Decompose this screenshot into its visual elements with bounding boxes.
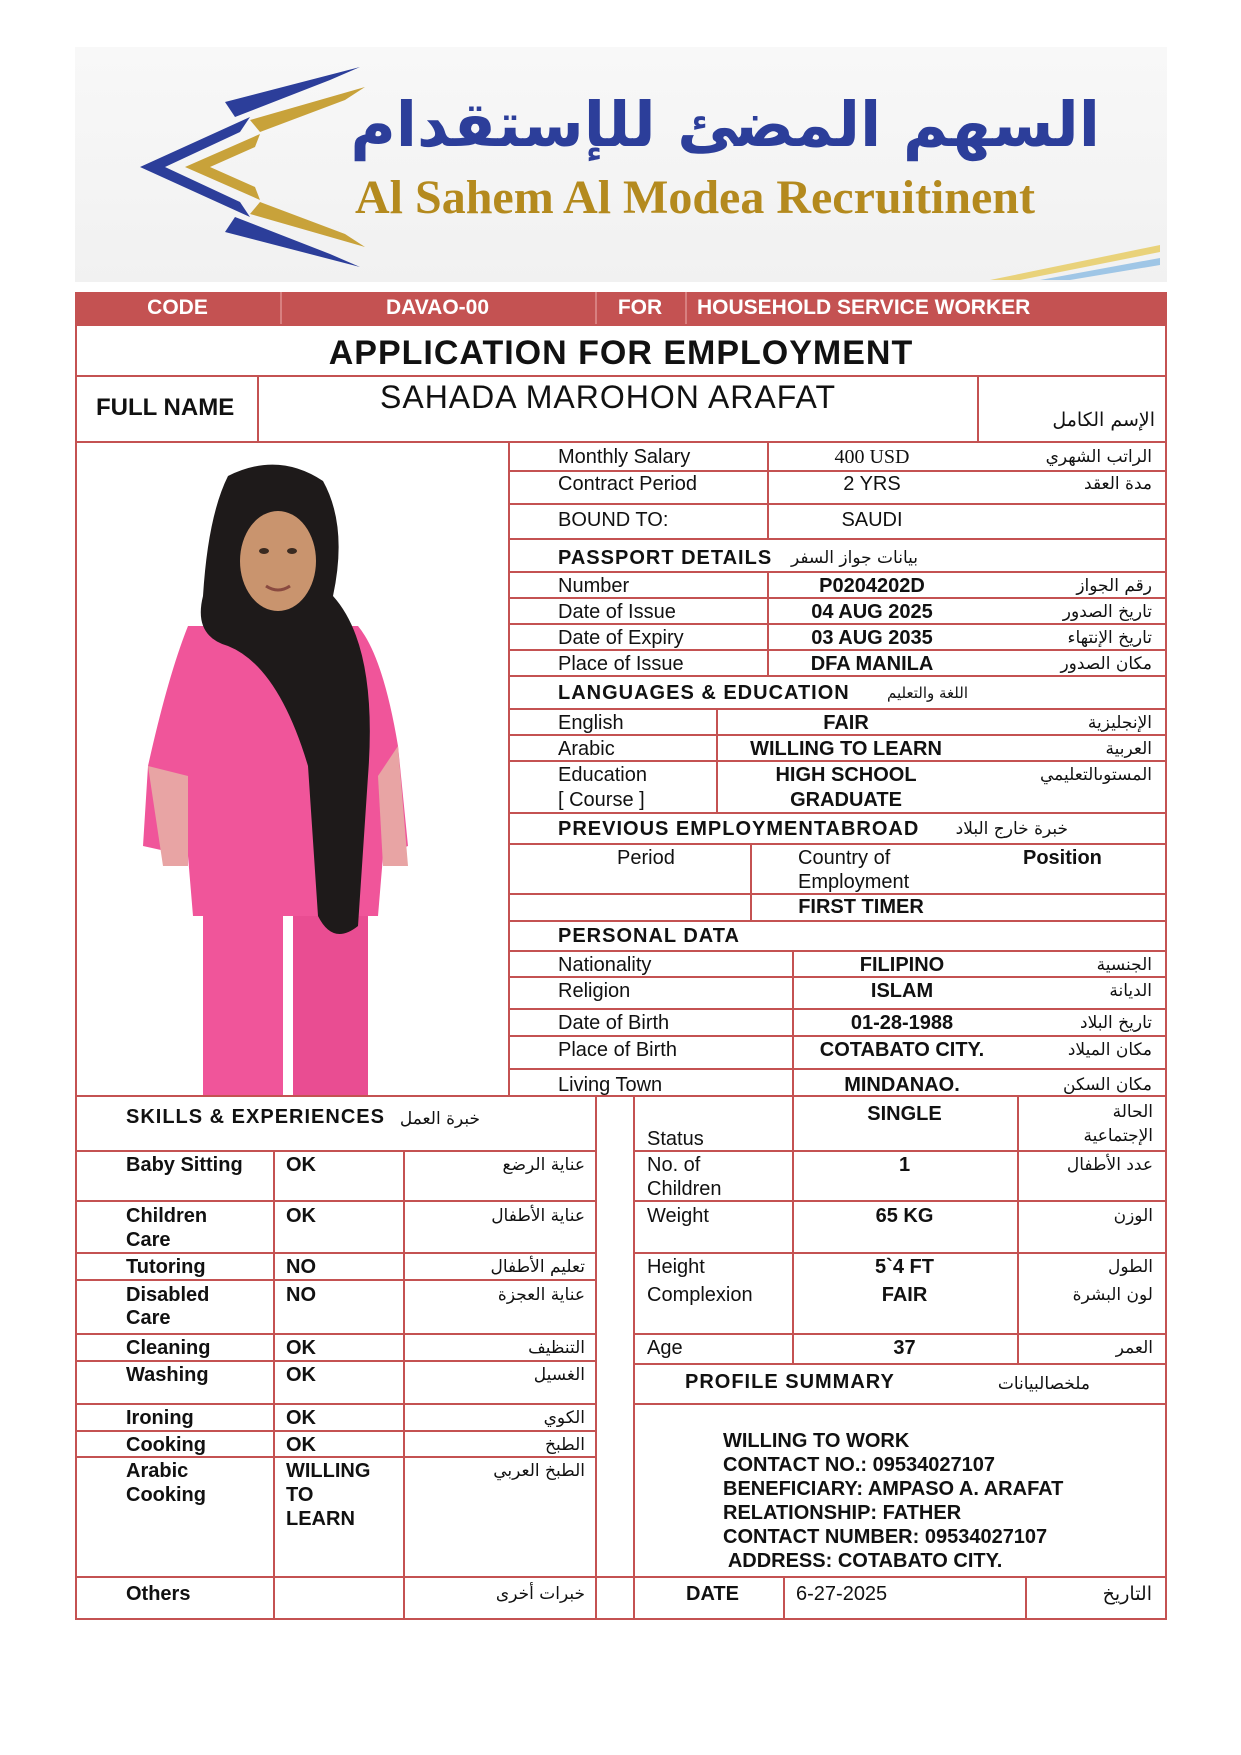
skill-arabic-disabled-care: عناية العجزة — [497, 1285, 585, 1305]
skill-label-cleaning: Cleaning — [126, 1337, 211, 1359]
living-town-arabic: مكان السكن — [1063, 1075, 1152, 1095]
passport-number-label: Number — [558, 575, 630, 597]
code-label: CODE — [75, 292, 282, 324]
religion-arabic: الديانة — [1109, 981, 1152, 1001]
date-label: DATE — [686, 1583, 739, 1605]
education-value-2: GRADUATE — [790, 789, 902, 811]
contract-period-label: Contract Period — [558, 473, 697, 495]
height-value: 5`4 FT — [875, 1256, 934, 1278]
skill-label-children-care-2: Care — [126, 1229, 171, 1251]
children-value: 1 — [898, 1154, 911, 1176]
profile-line-2: CONTACT NO.: 09534027107 — [723, 1454, 995, 1476]
children-label-2: Children — [647, 1178, 722, 1200]
skill-label-baby-sitting: Baby Sitting — [126, 1154, 243, 1176]
logo-arabic-text: السهم المضئ للإستقدام — [350, 88, 1100, 161]
religion-value: ISLAM — [870, 980, 934, 1002]
fullname-label: FULL NAME — [96, 394, 235, 421]
issue-place-label: Place of Issue — [558, 653, 684, 675]
bound-to-label: BOUND TO: — [558, 509, 669, 531]
nationality-value: FILIPINO — [859, 954, 945, 976]
for-value: HOUSEHOLD SERVICE WORKER — [697, 296, 1031, 319]
pob-label: Place of Birth — [558, 1039, 677, 1061]
issue-date-arabic: تاريخ الصدور — [1062, 602, 1152, 622]
contract-period-value: 2 YRS — [843, 473, 901, 495]
skill-arabic-tutoring: تعليم الأطفال — [490, 1257, 585, 1277]
skills-heading-arabic: خبرة العمل — [399, 1109, 480, 1129]
prev-period-header: Period — [617, 847, 675, 869]
skill-arabic-arabic-cooking: الطبخ العربي — [493, 1461, 585, 1481]
skill-value-disabled-care: NO — [286, 1284, 316, 1306]
profile-line-6: ADDRESS: COTABATO CITY. — [723, 1550, 1003, 1572]
expiry-date-arabic: تاريخ الإنتهاء — [1067, 628, 1152, 648]
weight-label: Weight — [647, 1205, 709, 1227]
skill-arabic-children-care: عناية الأطفال — [491, 1206, 585, 1226]
nationality-label: Nationality — [558, 954, 652, 976]
age-arabic: العمر — [1115, 1338, 1153, 1358]
date-value: 6-27-2025 — [796, 1583, 888, 1605]
skill-value-baby-sitting: OK — [286, 1154, 316, 1176]
skill-arabic-ironing: الكوي — [543, 1408, 585, 1428]
skill-value-washing: OK — [286, 1364, 316, 1386]
pob-value: COTABATO CITY. — [819, 1039, 985, 1061]
religion-label: Religion — [558, 980, 631, 1002]
pob-arabic: مكان الميلاد — [1067, 1040, 1152, 1060]
children-arabic: عدد الأطفال — [1066, 1155, 1153, 1175]
nationality-arabic: الجنسية — [1096, 955, 1152, 975]
for-label: FOR — [595, 292, 687, 324]
education-label: Education — [558, 764, 647, 786]
status-value: SINGLE — [867, 1103, 942, 1125]
code-value: DAVAO-00 — [280, 292, 597, 324]
height-arabic: الطول — [1108, 1257, 1153, 1277]
passport-number-value: P0204202D — [819, 575, 925, 597]
skill-value-arabic-cooking-2: TO — [286, 1484, 314, 1506]
fullname-value: SAHADA MAROHON ARAFAT — [380, 379, 837, 415]
applicant-photo — [78, 446, 508, 1098]
arabic-lang-label: Arabic — [558, 738, 615, 760]
profile-line-5: CONTACT NUMBER: 09534027107 — [723, 1526, 1048, 1548]
passport-number-arabic: رقم الجواز — [1076, 576, 1152, 596]
code-bar — [75, 292, 1167, 324]
prev-country-header: Country of — [798, 847, 891, 869]
profile-line-4: RELATIONSHIP: FATHER — [723, 1502, 962, 1524]
skill-arabic-cooking: الطبخ — [545, 1435, 585, 1455]
profile-line-1: WILLING TO WORK — [723, 1430, 910, 1452]
skill-label-tutoring: Tutoring — [126, 1256, 206, 1278]
prev-country-header-2: Employment — [798, 871, 910, 893]
issue-place-arabic: مكان الصدور — [1060, 654, 1152, 674]
education-value: HIGH SCHOOL — [775, 764, 917, 786]
arabic-lang-value: WILLING TO LEARN — [750, 738, 942, 760]
weight-arabic: الوزن — [1113, 1206, 1153, 1226]
bound-to-value: SAUDI — [841, 509, 903, 531]
logo-arrow-icon — [130, 62, 370, 272]
height-label: Height — [647, 1256, 705, 1278]
salary-label: Monthly Salary — [558, 446, 691, 468]
fullname-arabic: الإسم الكامل — [1052, 409, 1155, 431]
skill-label-arabic-cooking: Arabic — [126, 1460, 189, 1482]
skill-value-arabic-cooking: WILLING — [286, 1460, 371, 1482]
skill-value-arabic-cooking-3: LEARN — [286, 1508, 355, 1530]
issue-date-value: 04 AUG 2025 — [811, 601, 933, 623]
issue-place-value: DFA MANILA — [810, 653, 934, 675]
weight-value: 65 KG — [875, 1205, 934, 1227]
skill-arabic-baby-sitting: عناية الرضع — [502, 1155, 585, 1175]
profile-heading: PROFILE SUMMARY — [685, 1371, 895, 1393]
skill-label-disabled-care: Disabled — [126, 1284, 210, 1306]
age-value: 37 — [893, 1337, 916, 1359]
complexion-arabic: لون البشرة — [1072, 1285, 1153, 1305]
page-title: APPLICATION FOR EMPLOYMENT — [328, 334, 914, 372]
living-town-value: MINDANAO. — [844, 1074, 960, 1096]
previous-heading-arabic: خبرة خارج البلاد — [955, 819, 1068, 839]
logo-stripes-icon — [930, 240, 1160, 280]
dob-arabic: تاريخ البلاد — [1080, 1013, 1152, 1033]
skill-label-washing: Washing — [126, 1364, 209, 1386]
complexion-value: FAIR — [881, 1284, 928, 1306]
skill-arabic-cleaning: التنظيف — [528, 1338, 585, 1358]
skills-heading: SKILLS & EXPERIENCES — [126, 1106, 385, 1128]
skill-label-arabic-cooking-2: Cooking — [126, 1484, 206, 1506]
salary-arabic: الراتب الشهري — [1045, 447, 1152, 467]
skill-arabic-washing: الغسيل — [533, 1365, 585, 1385]
status-arabic: الحالة — [1112, 1102, 1153, 1122]
profile-heading-arabic: ملخصالبيانات — [997, 1374, 1090, 1394]
status-arabic-2: الإجتماعية — [1083, 1126, 1153, 1146]
skill-label-children-care: Children — [126, 1205, 208, 1227]
children-label: No. of — [647, 1154, 701, 1176]
skill-arabic-others: خبرات أخرى — [495, 1584, 585, 1604]
expiry-date-value: 03 AUG 2035 — [811, 627, 933, 649]
complexion-label: Complexion — [647, 1284, 753, 1306]
skill-value-children-care: OK — [286, 1205, 316, 1227]
prev-position-header: Position — [1023, 847, 1102, 869]
passport-heading: PASSPORT DETAILS — [558, 547, 773, 569]
personal-heading: PERSONAL DATA — [558, 925, 740, 947]
skill-label-others: Others — [126, 1583, 191, 1605]
age-label: Age — [647, 1337, 683, 1359]
contract-period-arabic: مدة العقد — [1084, 474, 1152, 494]
dob-label: Date of Birth — [558, 1012, 670, 1034]
languages-heading: LANGUAGES & EDUCATION — [558, 682, 850, 704]
arabic-lang-arabic: العربية — [1105, 739, 1152, 759]
profile-line-3: BENEFICIARY: AMPASO A. ARAFAT — [723, 1478, 1064, 1500]
logo-english-text: Al Sahem Al Modea Recruitinent — [355, 171, 1035, 224]
english-value: FAIR — [823, 712, 869, 734]
english-arabic: الإنجليزية — [1087, 713, 1152, 733]
skill-value-cleaning: OK — [286, 1337, 316, 1359]
previous-heading: PREVIOUS EMPLOYMENTABROAD — [558, 818, 920, 840]
skill-label-disabled-care-2: Care — [126, 1307, 171, 1329]
prev-country-value: FIRST TIMER — [798, 896, 924, 918]
education-course-label: [ Course ] — [558, 789, 645, 811]
dob-value: 01-28-1988 — [850, 1012, 954, 1034]
status-label: Status — [647, 1128, 704, 1150]
skill-value-ironing: OK — [286, 1407, 316, 1429]
issue-date-label: Date of Issue — [558, 601, 676, 623]
living-town-label: Living Town — [558, 1074, 663, 1096]
skill-value-cooking: OK — [286, 1434, 316, 1456]
date-arabic: التاريخ — [1102, 1583, 1152, 1605]
skill-value-tutoring: NO — [286, 1256, 316, 1278]
languages-heading-arabic: اللغة والتعليم — [887, 684, 968, 702]
english-label: English — [558, 712, 624, 734]
expiry-date-label: Date of Expiry — [558, 627, 684, 649]
skill-label-cooking: Cooking — [126, 1434, 206, 1456]
passport-heading-arabic: بيانات جواز السفر — [790, 548, 918, 568]
skill-label-ironing: Ironing — [126, 1407, 194, 1429]
salary-value: 400 USD — [834, 446, 910, 468]
education-arabic: المستوىالتعليمي — [1040, 765, 1152, 785]
